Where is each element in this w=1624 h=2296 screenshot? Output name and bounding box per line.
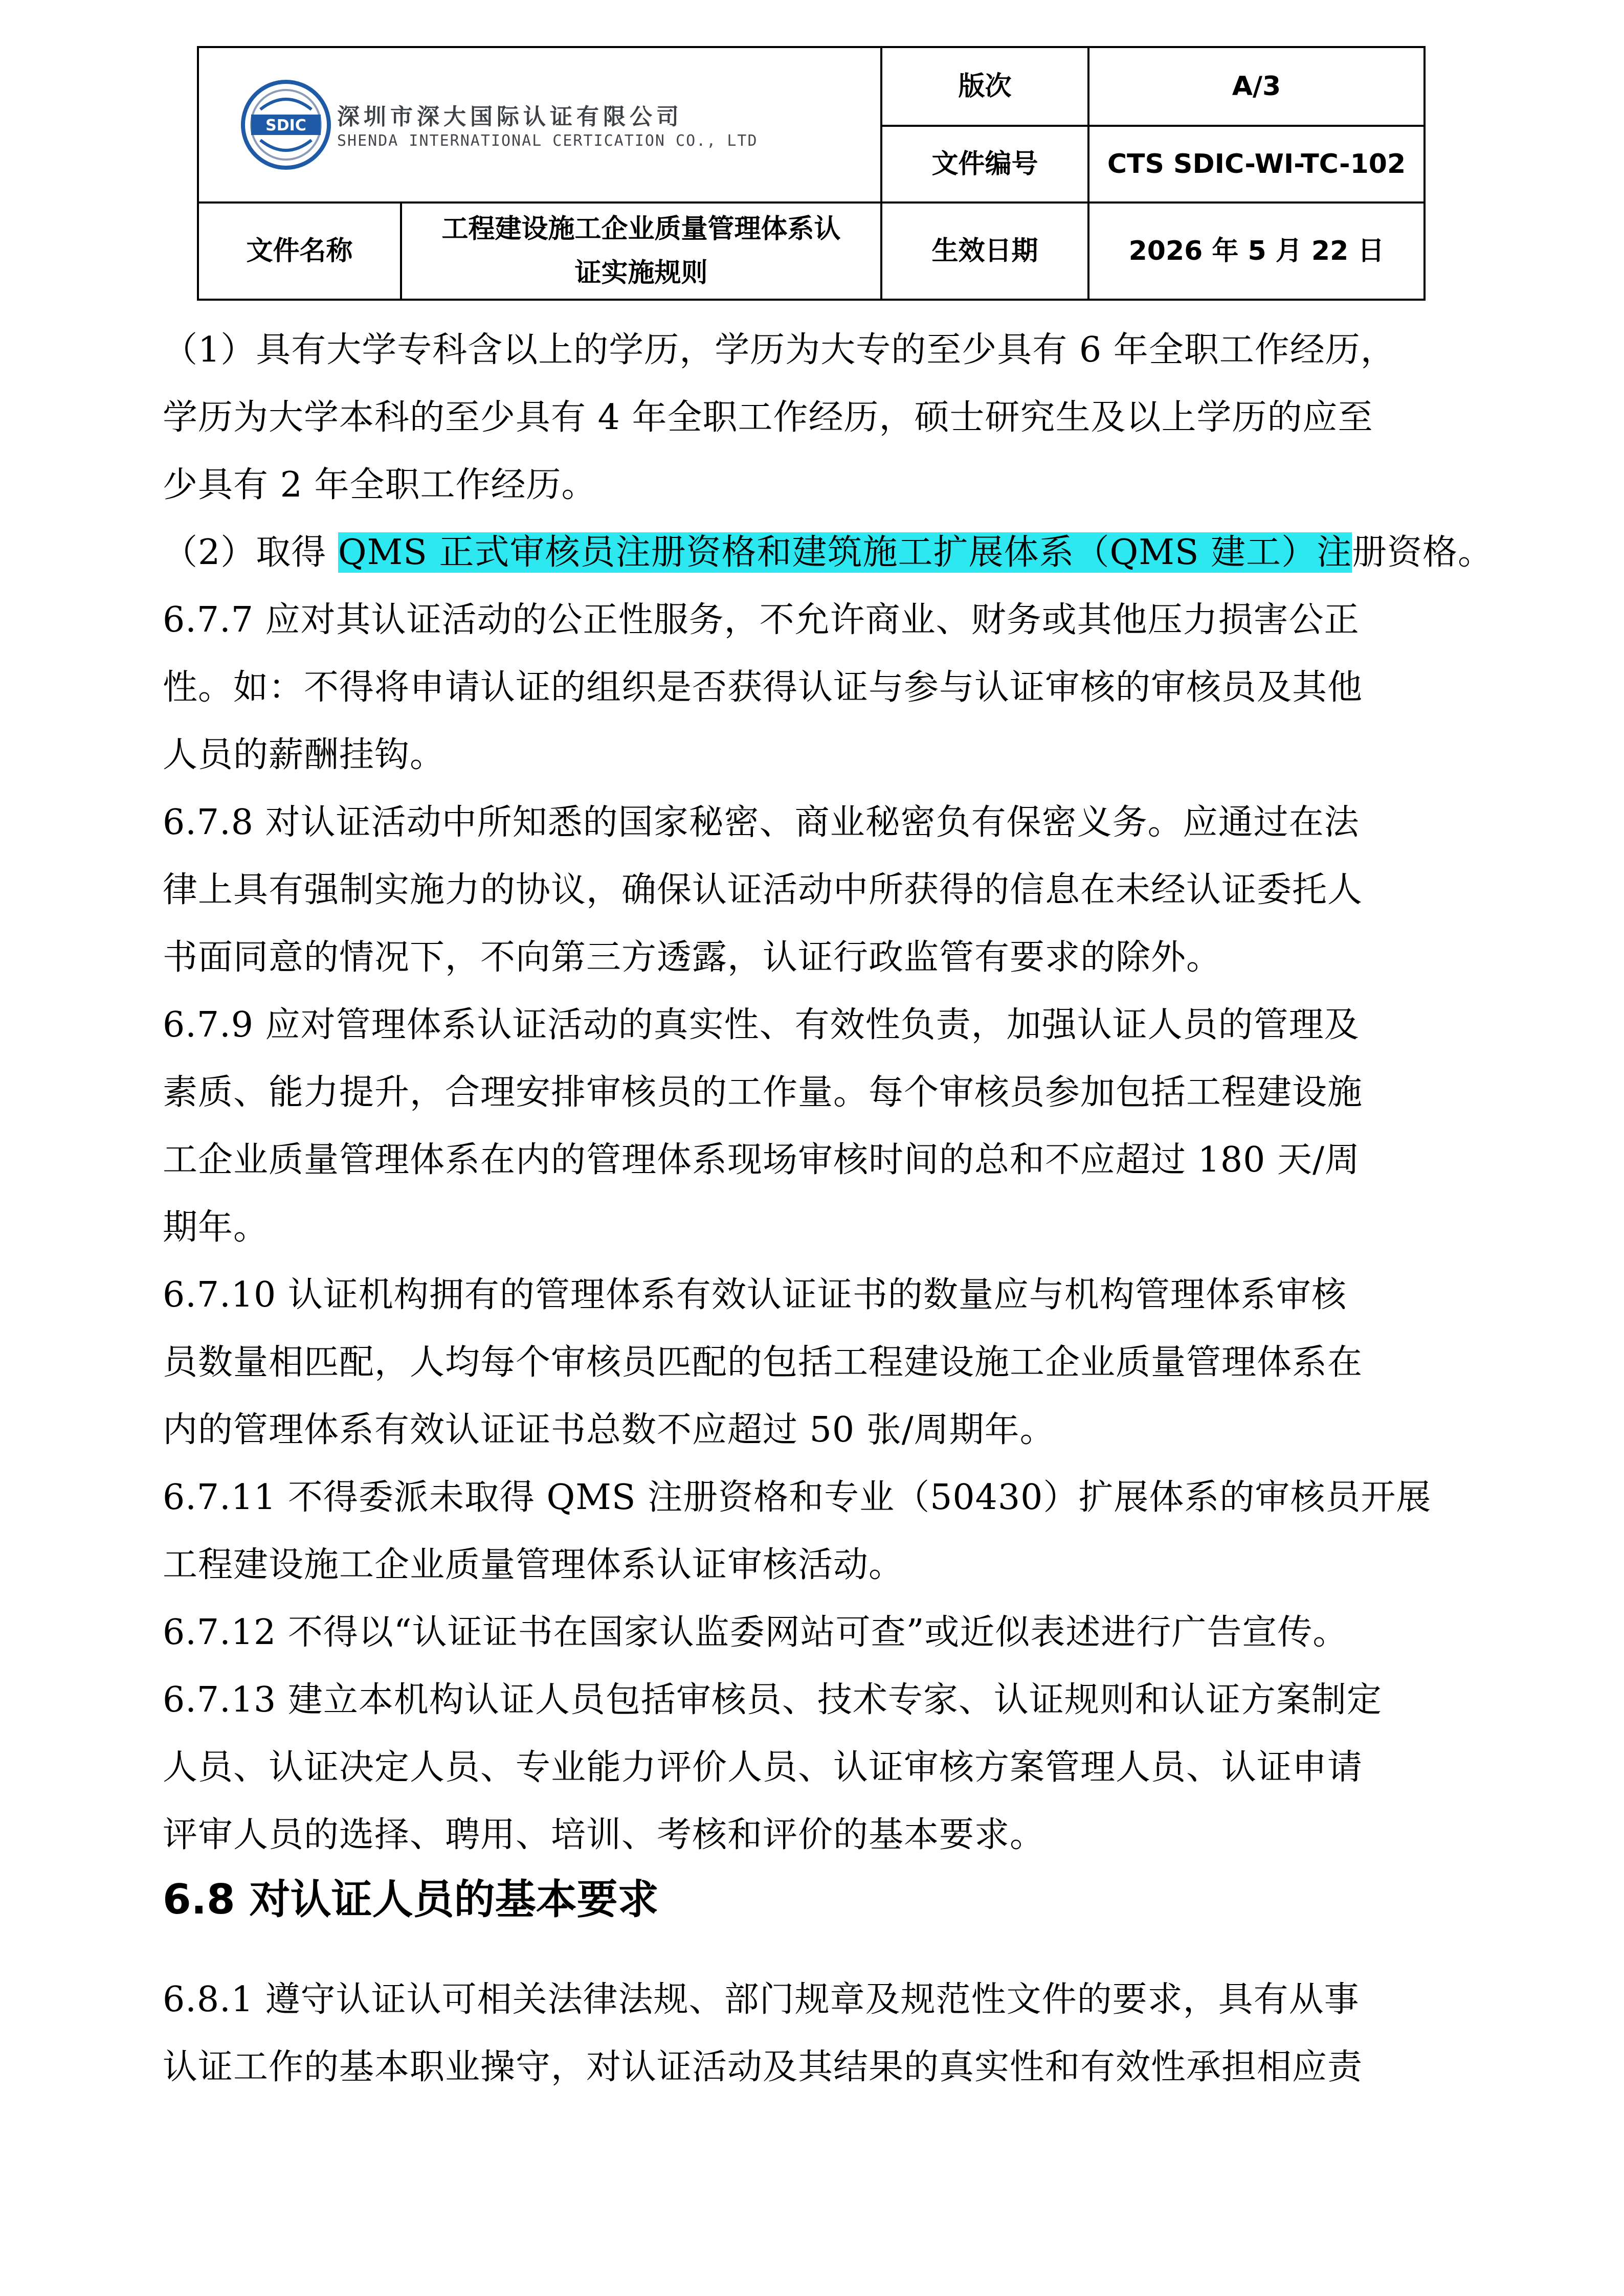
body-line: 书面同意的情况下，不向第三方透露，认证行政监管有要求的除外。 (163, 937, 1222, 978)
effective-date-value: 2026 年 5 月 22 日 (1128, 236, 1385, 266)
body-line: 认证工作的基本职业操守，对认证活动及其结果的真实性和有效性承担相应责 (163, 2047, 1363, 2087)
body-line: 期年。 (163, 1207, 269, 1248)
document-name-line: 证实施规则 (574, 258, 708, 288)
body-line (163, 525, 1494, 574)
company-name-cn: 深圳市深大国际认证有限公司 (337, 104, 683, 130)
document-name-label: 文件名称 (246, 236, 353, 266)
document-name-line: 工程建设施工企业质量管理体系认 (441, 214, 841, 244)
body-line: 人员的薪酬挂钩。 (163, 735, 446, 775)
body-line: 6.7.9 应对管理体系认证活动的真实性、有效性负责，加强认证人员的管理及 (163, 1005, 1360, 1045)
body-line: 员数量相匹配，人均每个审核员匹配的包括工程建设施工企业质量管理体系在 (163, 1342, 1363, 1383)
body-line: 6.7.13 建立本机构认证人员包括审核员、技术专家、认证规则和认证方案制定 (163, 1680, 1382, 1720)
section-heading: 6.8 对认证人员的基本要求 (163, 1876, 659, 1923)
body-line: 6.8.1 遵守认证认可相关法律法规、部门规章及规范性文件的要求，具有从事 (163, 1979, 1360, 2020)
body-line: 素质、能力提升，合理安排审核员的工作量。每个审核员参加包括工程建设施 (163, 1072, 1363, 1113)
body-line: 工程建设施工企业质量管理体系认证审核活动。 (163, 1545, 904, 1585)
logo-text: SDIC (265, 117, 306, 134)
body-line: 6.7.11 不得委派未取得 QMS 注册资格和专业（50430）扩展体系的审核员开展 (163, 1477, 1432, 1518)
body-line: 少具有 2 年全职工作经历。 (163, 465, 597, 505)
effective-date-label: 生效日期 (931, 236, 1038, 266)
body-line-prefix: （2）取得 (163, 532, 338, 573)
sdic-logo-icon (240, 79, 332, 171)
body-line: 6.7.8 对认证活动中所知悉的国家秘密、商业秘密负有保密义务。应通过在法 (163, 802, 1360, 843)
body-line: 内的管理体系有效认证证书总数不应超过 50 张/周期年。 (163, 1410, 1055, 1450)
document-header-table (197, 46, 1426, 301)
body-line: 6.7.10 认证机构拥有的管理体系有效认证证书的数量应与机构管理体系审核 (163, 1275, 1347, 1315)
body-line: 评审人员的选择、聘用、培训、考核和评价的基本要求。 (163, 1815, 1045, 1855)
company-logo (240, 79, 854, 181)
version-label: 版次 (958, 71, 1012, 102)
body-line: 性。如：不得将申请认证的组织是否获得认证与参与认证审核的审核员及其他 (163, 667, 1363, 708)
body-line: 学历为大学本科的至少具有 4 年全职工作经历，硕士研究生及以上学历的应至 (163, 397, 1373, 438)
body-line: 人员、认证决定人员、专业能力评价人员、认证审核方案管理人员、认证申请 (163, 1747, 1363, 1788)
body-line: （1）具有大学专科含以上的学历，学历为大专的至少具有 6 年全职工作经历， (163, 330, 1396, 370)
body-line-tail: 册资格。 (1352, 532, 1494, 573)
company-name-en: SHENDA INTERNATIONAL CERTICATION CO., LTD (337, 132, 758, 150)
document-name-value (402, 204, 880, 299)
body-line: 工企业质量管理体系在内的管理体系现场审核时间的总和不应超过 180 天/周 (163, 1140, 1360, 1180)
body-line: 6.7.12 不得以“认证证书在国家认监委网站可查”或近似表述进行广告宣传。 (163, 1612, 1348, 1653)
document-number-label: 文件编号 (931, 149, 1038, 179)
version-value: A/3 (1232, 71, 1281, 102)
body-line: 律上具有强制实施力的协议，确保认证活动中所获得的信息在未经认证委托人 (163, 870, 1363, 910)
document-number-value: CTS SDIC-WI-TC-102 (1107, 149, 1406, 179)
body-line: 6.7.7 应对其认证活动的公正性服务，不允许商业、财务或其他压力损害公正 (163, 600, 1360, 640)
highlighted-text: QMS 正式审核员注册资格和建筑施工扩展体系（QMS 建工）注 (338, 532, 1352, 573)
